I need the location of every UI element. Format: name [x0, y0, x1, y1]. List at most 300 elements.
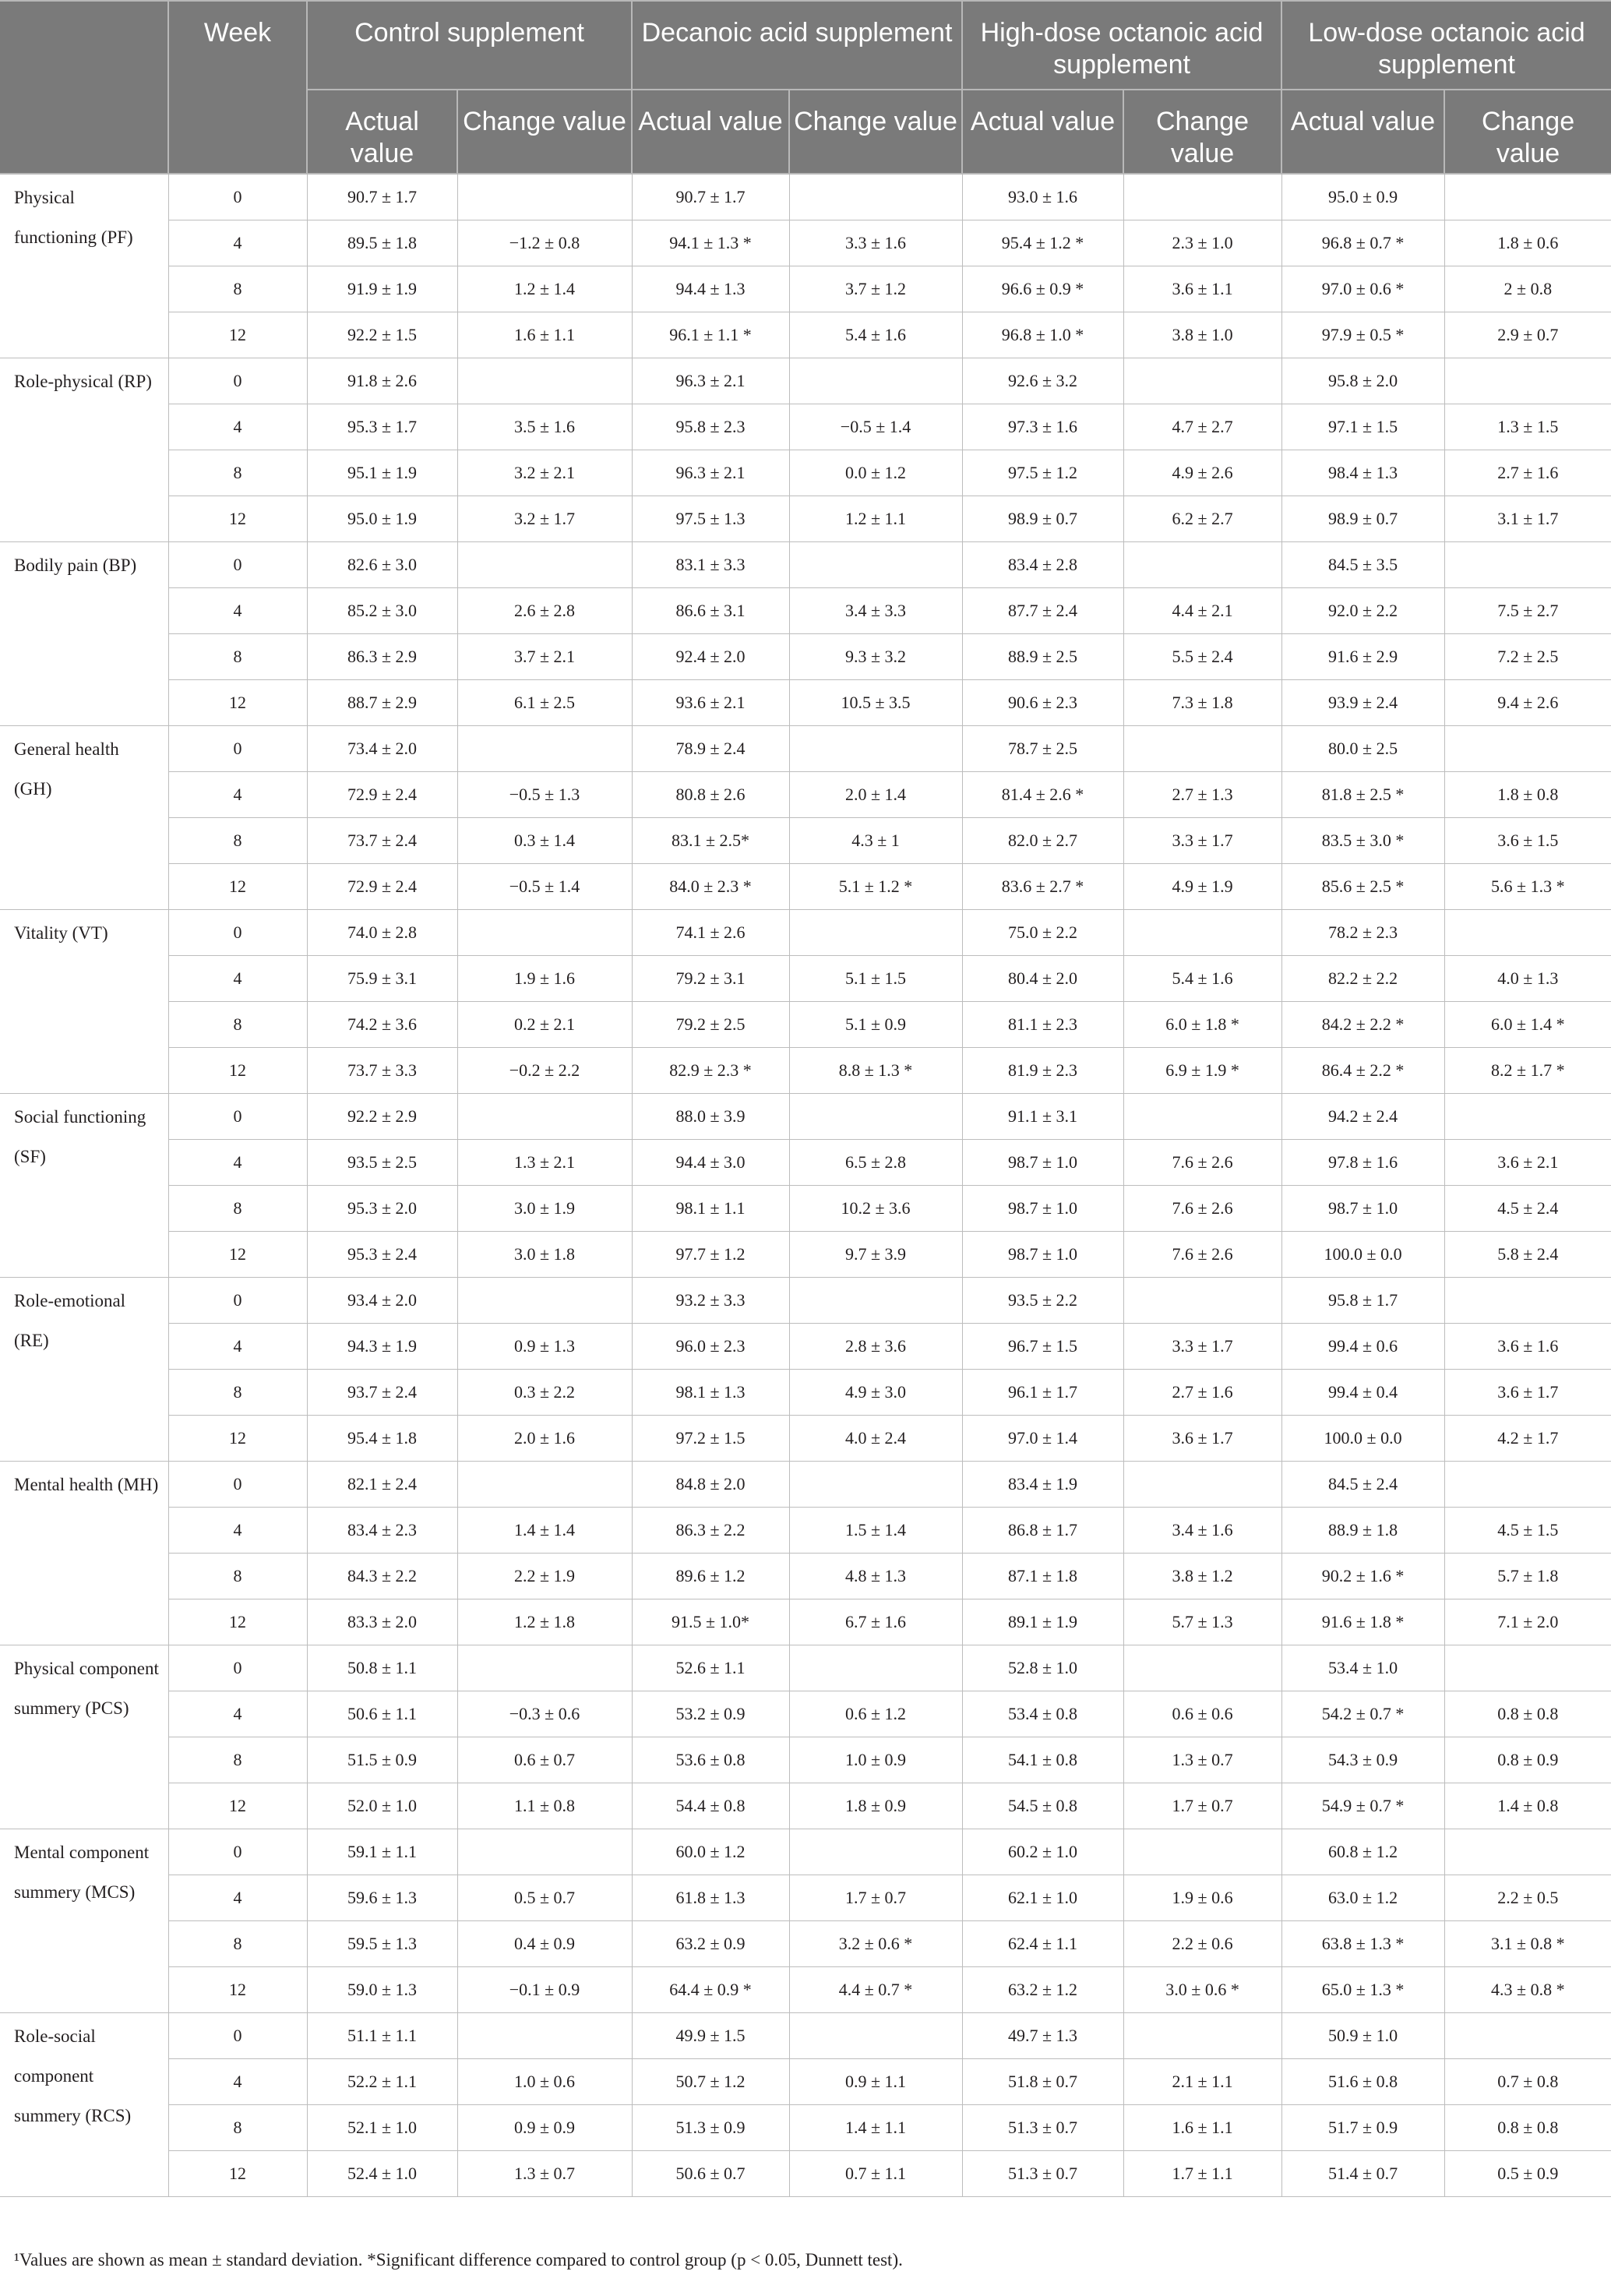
change-value-cell: 4.0 ± 1.3: [1444, 955, 1611, 1001]
table-row: [0, 909, 1611, 955]
change-value-cell: 2.9 ± 0.7: [1444, 312, 1611, 358]
week-cell: 8: [168, 1185, 307, 1231]
actual-value-cell: 60.2 ± 1.0: [962, 1829, 1123, 1875]
change-value-cell: [457, 541, 632, 587]
header-change-value: Change value: [457, 90, 632, 174]
change-value-cell: 3.6 ± 1.6: [1444, 1323, 1611, 1369]
actual-value-cell: 84.0 ± 2.3 *: [632, 863, 789, 909]
change-value-cell: 1.2 ± 1.4: [457, 266, 632, 312]
actual-value-cell: 91.1 ± 3.1: [962, 1093, 1123, 1139]
table-row: [0, 1323, 1611, 1369]
week-cell: 8: [168, 1369, 307, 1415]
actual-value-cell: 97.3 ± 1.6: [962, 404, 1123, 450]
change-value-cell: 3.4 ± 3.3: [789, 587, 962, 633]
change-value-cell: [1444, 2012, 1611, 2058]
change-value-cell: [1444, 1461, 1611, 1507]
table-row: [0, 2012, 1611, 2058]
actual-value-cell: 53.4 ± 1.0: [1281, 1645, 1444, 1691]
header-change-value: Change value: [1444, 90, 1611, 174]
actual-value-cell: 91.6 ± 2.9: [1281, 633, 1444, 679]
change-value-cell: 3.2 ± 0.6 *: [789, 1920, 962, 1966]
actual-value-cell: 51.1 ± 1.1: [307, 2012, 457, 2058]
change-value-cell: 3.0 ± 1.8: [457, 1231, 632, 1277]
actual-value-cell: 62.1 ± 1.0: [962, 1875, 1123, 1920]
change-value-cell: 5.4 ± 1.6: [1123, 955, 1281, 1001]
change-value-cell: 1.3 ± 2.1: [457, 1139, 632, 1185]
change-value-cell: 0.7 ± 0.8: [1444, 2058, 1611, 2104]
week-cell: 0: [168, 174, 307, 220]
actual-value-cell: 90.7 ± 1.7: [632, 174, 789, 220]
actual-value-cell: 62.4 ± 1.1: [962, 1920, 1123, 1966]
change-value-cell: [457, 1829, 632, 1875]
change-value-cell: [457, 1461, 632, 1507]
week-cell: 4: [168, 1507, 307, 1553]
actual-value-cell: 61.8 ± 1.3: [632, 1875, 789, 1920]
table-row: [0, 633, 1611, 679]
change-value-cell: [1444, 1645, 1611, 1691]
week-cell: 4: [168, 404, 307, 450]
week-cell: 12: [168, 1047, 307, 1093]
header-group-high-octanoic: High-dose octanoic acid supplement: [962, 1, 1281, 90]
change-value-cell: 5.6 ± 1.3 *: [1444, 863, 1611, 909]
measure-label: Role-emotional (RE): [0, 1277, 168, 1461]
table-row: [0, 817, 1611, 863]
change-value-cell: 1.9 ± 0.6: [1123, 1875, 1281, 1920]
change-value-cell: [1123, 174, 1281, 220]
change-value-cell: −0.2 ± 2.2: [457, 1047, 632, 1093]
change-value-cell: 2.1 ± 1.1: [1123, 2058, 1281, 2104]
change-value-cell: 1.4 ± 1.4: [457, 1507, 632, 1553]
week-cell: 8: [168, 817, 307, 863]
actual-value-cell: 72.9 ± 2.4: [307, 771, 457, 817]
table-row: [0, 1737, 1611, 1783]
actual-value-cell: 94.2 ± 2.4: [1281, 1093, 1444, 1139]
change-value-cell: 1.0 ± 0.6: [457, 2058, 632, 2104]
actual-value-cell: 88.9 ± 1.8: [1281, 1507, 1444, 1553]
table-row: [0, 1369, 1611, 1415]
actual-value-cell: 81.4 ± 2.6 *: [962, 771, 1123, 817]
change-value-cell: [1123, 725, 1281, 771]
actual-value-cell: 95.3 ± 1.7: [307, 404, 457, 450]
table-row: [0, 1966, 1611, 2012]
change-value-cell: 0.9 ± 1.1: [789, 2058, 962, 2104]
change-value-cell: 5.5 ± 2.4: [1123, 633, 1281, 679]
header-week: Week: [168, 1, 307, 174]
actual-value-cell: 79.2 ± 2.5: [632, 1001, 789, 1047]
actual-value-cell: 95.8 ± 2.3: [632, 404, 789, 450]
change-value-cell: 10.5 ± 3.5: [789, 679, 962, 725]
change-value-cell: [1123, 1829, 1281, 1875]
change-value-cell: 3.3 ± 1.6: [789, 220, 962, 266]
change-value-cell: [1444, 1277, 1611, 1323]
actual-value-cell: 79.2 ± 3.1: [632, 955, 789, 1001]
change-value-cell: 3.6 ± 1.5: [1444, 817, 1611, 863]
actual-value-cell: 93.2 ± 3.3: [632, 1277, 789, 1323]
change-value-cell: [457, 358, 632, 404]
actual-value-cell: 95.1 ± 1.9: [307, 450, 457, 496]
actual-value-cell: 95.4 ± 1.8: [307, 1415, 457, 1461]
week-cell: 0: [168, 2012, 307, 2058]
actual-value-cell: 96.8 ± 0.7 *: [1281, 220, 1444, 266]
measure-label: Mental health (MH): [0, 1461, 168, 1645]
actual-value-cell: 53.6 ± 0.8: [632, 1737, 789, 1783]
actual-value-cell: 96.3 ± 2.1: [632, 358, 789, 404]
actual-value-cell: 100.0 ± 0.0: [1281, 1231, 1444, 1277]
table-row: [0, 1691, 1611, 1737]
change-value-cell: 3.6 ± 1.7: [1123, 1415, 1281, 1461]
change-value-cell: 9.4 ± 2.6: [1444, 679, 1611, 725]
change-value-cell: 7.6 ± 2.6: [1123, 1139, 1281, 1185]
actual-value-cell: 63.2 ± 1.2: [962, 1966, 1123, 2012]
table-row: [0, 1829, 1611, 1875]
actual-value-cell: 75.9 ± 3.1: [307, 955, 457, 1001]
change-value-cell: 6.0 ± 1.4 *: [1444, 1001, 1611, 1047]
actual-value-cell: 54.4 ± 0.8: [632, 1783, 789, 1829]
actual-value-cell: 51.3 ± 0.9: [632, 2104, 789, 2150]
actual-value-cell: 50.6 ± 1.1: [307, 1691, 457, 1737]
change-value-cell: −0.5 ± 1.4: [457, 863, 632, 909]
actual-value-cell: 99.4 ± 0.4: [1281, 1369, 1444, 1415]
change-value-cell: 1.4 ± 0.8: [1444, 1783, 1611, 1829]
change-value-cell: 3.5 ± 1.6: [457, 404, 632, 450]
actual-value-cell: 49.7 ± 1.3: [962, 2012, 1123, 2058]
actual-value-cell: 96.7 ± 1.5: [962, 1323, 1123, 1369]
actual-value-cell: 84.8 ± 2.0: [632, 1461, 789, 1507]
actual-value-cell: 97.2 ± 1.5: [632, 1415, 789, 1461]
table-row: [0, 1415, 1611, 1461]
week-cell: 0: [168, 541, 307, 587]
week-cell: 12: [168, 1599, 307, 1645]
actual-value-cell: 98.1 ± 1.1: [632, 1185, 789, 1231]
week-cell: 4: [168, 955, 307, 1001]
actual-value-cell: 88.7 ± 2.9: [307, 679, 457, 725]
actual-value-cell: 96.3 ± 2.1: [632, 450, 789, 496]
actual-value-cell: 90.2 ± 1.6 *: [1281, 1553, 1444, 1599]
change-value-cell: 5.1 ± 1.2 *: [789, 863, 962, 909]
change-value-cell: [789, 358, 962, 404]
change-value-cell: 3.7 ± 2.1: [457, 633, 632, 679]
change-value-cell: 4.9 ± 2.6: [1123, 450, 1281, 496]
week-cell: 0: [168, 358, 307, 404]
change-value-cell: 3.2 ± 2.1: [457, 450, 632, 496]
change-value-cell: 0.6 ± 0.6: [1123, 1691, 1281, 1737]
actual-value-cell: 80.0 ± 2.5: [1281, 725, 1444, 771]
change-value-cell: 3.6 ± 1.1: [1123, 266, 1281, 312]
table-row: [0, 496, 1611, 541]
actual-value-cell: 98.7 ± 1.0: [962, 1185, 1123, 1231]
change-value-cell: [1123, 1093, 1281, 1139]
measure-label: Physical component summery (PCS): [0, 1645, 168, 1829]
actual-value-cell: 90.7 ± 1.7: [307, 174, 457, 220]
actual-value-cell: 98.1 ± 1.3: [632, 1369, 789, 1415]
actual-value-cell: 85.6 ± 2.5 *: [1281, 863, 1444, 909]
actual-value-cell: 81.9 ± 2.3: [962, 1047, 1123, 1093]
change-value-cell: 1.2 ± 1.1: [789, 496, 962, 541]
actual-value-cell: 49.9 ± 1.5: [632, 2012, 789, 2058]
table-row: [0, 771, 1611, 817]
actual-value-cell: 82.1 ± 2.4: [307, 1461, 457, 1507]
actual-value-cell: 97.0 ± 0.6 *: [1281, 266, 1444, 312]
change-value-cell: 5.8 ± 2.4: [1444, 1231, 1611, 1277]
actual-value-cell: 97.8 ± 1.6: [1281, 1139, 1444, 1185]
change-value-cell: 7.2 ± 2.5: [1444, 633, 1611, 679]
table-row: [0, 174, 1611, 220]
change-value-cell: 5.4 ± 1.6: [789, 312, 962, 358]
header-actual-value: Actual value: [962, 90, 1123, 174]
week-cell: 12: [168, 679, 307, 725]
change-value-cell: 1.6 ± 1.1: [1123, 2104, 1281, 2150]
table-row: [0, 2150, 1611, 2196]
change-value-cell: 6.7 ± 1.6: [789, 1599, 962, 1645]
actual-value-cell: 82.2 ± 2.2: [1281, 955, 1444, 1001]
table-header: [0, 1, 1611, 174]
actual-value-cell: 59.0 ± 1.3: [307, 1966, 457, 2012]
change-value-cell: [1444, 725, 1611, 771]
change-value-cell: [1444, 174, 1611, 220]
actual-value-cell: 54.9 ± 0.7 *: [1281, 1783, 1444, 1829]
change-value-cell: 2.6 ± 2.8: [457, 587, 632, 633]
change-value-cell: 4.9 ± 1.9: [1123, 863, 1281, 909]
header-group-low-octanoic: Low-dose octanoic acid supplement: [1281, 1, 1611, 90]
change-value-cell: 5.1 ± 1.5: [789, 955, 962, 1001]
actual-value-cell: 50.6 ± 0.7: [632, 2150, 789, 2196]
table-row: [0, 679, 1611, 725]
change-value-cell: 6.5 ± 2.8: [789, 1139, 962, 1185]
actual-value-cell: 89.1 ± 1.9: [962, 1599, 1123, 1645]
header-actual-value: Actual value: [1281, 90, 1444, 174]
actual-value-cell: 92.6 ± 3.2: [962, 358, 1123, 404]
actual-value-cell: 73.7 ± 3.3: [307, 1047, 457, 1093]
measure-label: Social functioning (SF): [0, 1093, 168, 1277]
change-value-cell: 9.3 ± 3.2: [789, 633, 962, 679]
week-cell: 12: [168, 1231, 307, 1277]
week-cell: 8: [168, 2104, 307, 2150]
actual-value-cell: 91.8 ± 2.6: [307, 358, 457, 404]
table-footnote: ¹Values are shown as mean ± standard deviation. *Significant difference compared to control group (p < 0.05, Dunnett test).: [14, 2250, 903, 2270]
week-cell: 12: [168, 1966, 307, 2012]
change-value-cell: 1.1 ± 0.8: [457, 1783, 632, 1829]
table-row: [0, 587, 1611, 633]
change-value-cell: 1.2 ± 1.8: [457, 1599, 632, 1645]
table-row: [0, 1093, 1611, 1139]
table-row: [0, 541, 1611, 587]
change-value-cell: [457, 1277, 632, 1323]
actual-value-cell: 98.7 ± 1.0: [1281, 1185, 1444, 1231]
change-value-cell: 1.0 ± 0.9: [789, 1737, 962, 1783]
change-value-cell: 1.8 ± 0.8: [1444, 771, 1611, 817]
actual-value-cell: 54.1 ± 0.8: [962, 1737, 1123, 1783]
change-value-cell: 2.0 ± 1.4: [789, 771, 962, 817]
change-value-cell: 0.2 ± 2.1: [457, 1001, 632, 1047]
actual-value-cell: 59.5 ± 1.3: [307, 1920, 457, 1966]
change-value-cell: 4.3 ± 1: [789, 817, 962, 863]
week-cell: 0: [168, 1093, 307, 1139]
change-value-cell: 0.0 ± 1.2: [789, 450, 962, 496]
actual-value-cell: 86.6 ± 3.1: [632, 587, 789, 633]
change-value-cell: [1444, 358, 1611, 404]
change-value-cell: 0.6 ± 1.2: [789, 1691, 962, 1737]
table-row: [0, 955, 1611, 1001]
change-value-cell: 3.4 ± 1.6: [1123, 1507, 1281, 1553]
actual-value-cell: 84.2 ± 2.2 *: [1281, 1001, 1444, 1047]
actual-value-cell: 83.3 ± 2.0: [307, 1599, 457, 1645]
actual-value-cell: 74.0 ± 2.8: [307, 909, 457, 955]
change-value-cell: 3.3 ± 1.7: [1123, 1323, 1281, 1369]
change-value-cell: [789, 1645, 962, 1691]
change-value-cell: 0.4 ± 0.9: [457, 1920, 632, 1966]
header-change-value: Change value: [1123, 90, 1281, 174]
actual-value-cell: 98.4 ± 1.3: [1281, 450, 1444, 496]
week-cell: 8: [168, 1553, 307, 1599]
change-value-cell: 5.7 ± 1.8: [1444, 1553, 1611, 1599]
actual-value-cell: 95.3 ± 2.0: [307, 1185, 457, 1231]
actual-value-cell: 86.3 ± 2.9: [307, 633, 457, 679]
table-row: [0, 1001, 1611, 1047]
change-value-cell: 3.2 ± 1.7: [457, 496, 632, 541]
change-value-cell: 2.7 ± 1.6: [1123, 1369, 1281, 1415]
actual-value-cell: 88.9 ± 2.5: [962, 633, 1123, 679]
table-row: [0, 1277, 1611, 1323]
change-value-cell: 7.6 ± 2.6: [1123, 1231, 1281, 1277]
actual-value-cell: 100.0 ± 0.0: [1281, 1415, 1444, 1461]
change-value-cell: 3.0 ± 0.6 *: [1123, 1966, 1281, 2012]
actual-value-cell: 52.6 ± 1.1: [632, 1645, 789, 1691]
actual-value-cell: 51.3 ± 0.7: [962, 2104, 1123, 2150]
table-row: [0, 266, 1611, 312]
week-cell: 12: [168, 312, 307, 358]
change-value-cell: 10.2 ± 3.6: [789, 1185, 962, 1231]
week-cell: 8: [168, 633, 307, 679]
actual-value-cell: 93.9 ± 2.4: [1281, 679, 1444, 725]
actual-value-cell: 89.5 ± 1.8: [307, 220, 457, 266]
table-row: [0, 2058, 1611, 2104]
change-value-cell: 0.9 ± 0.9: [457, 2104, 632, 2150]
change-value-cell: [457, 174, 632, 220]
actual-value-cell: 53.4 ± 0.8: [962, 1691, 1123, 1737]
change-value-cell: 8.8 ± 1.3 *: [789, 1047, 962, 1093]
actual-value-cell: 88.0 ± 3.9: [632, 1093, 789, 1139]
actual-value-cell: 97.1 ± 1.5: [1281, 404, 1444, 450]
change-value-cell: 4.4 ± 0.7 *: [789, 1966, 962, 2012]
change-value-cell: 3.0 ± 1.9: [457, 1185, 632, 1231]
measure-label: Role-social component summery (RCS): [0, 2012, 168, 2196]
change-value-cell: [1123, 1277, 1281, 1323]
actual-value-cell: 83.5 ± 3.0 *: [1281, 817, 1444, 863]
change-value-cell: 6.0 ± 1.8 *: [1123, 1001, 1281, 1047]
actual-value-cell: 86.3 ± 2.2: [632, 1507, 789, 1553]
change-value-cell: [1444, 1829, 1611, 1875]
actual-value-cell: 74.1 ± 2.6: [632, 909, 789, 955]
actual-value-cell: 95.3 ± 2.4: [307, 1231, 457, 1277]
measure-label: General health (GH): [0, 725, 168, 909]
actual-value-cell: 87.7 ± 2.4: [962, 587, 1123, 633]
actual-value-cell: 94.3 ± 1.9: [307, 1323, 457, 1369]
actual-value-cell: 92.2 ± 2.9: [307, 1093, 457, 1139]
change-value-cell: 1.3 ± 0.7: [457, 2150, 632, 2196]
table-row: [0, 725, 1611, 771]
change-value-cell: −0.5 ± 1.4: [789, 404, 962, 450]
change-value-cell: [1123, 541, 1281, 587]
actual-value-cell: 52.4 ± 1.0: [307, 2150, 457, 2196]
change-value-cell: 0.3 ± 2.2: [457, 1369, 632, 1415]
change-value-cell: 2.7 ± 1.3: [1123, 771, 1281, 817]
table-row: [0, 220, 1611, 266]
measure-label: Mental component summery (MCS): [0, 1829, 168, 2012]
week-cell: 4: [168, 771, 307, 817]
actual-value-cell: 90.6 ± 2.3: [962, 679, 1123, 725]
table-body: [0, 174, 1611, 2196]
change-value-cell: −0.1 ± 0.9: [457, 1966, 632, 2012]
actual-value-cell: 83.4 ± 1.9: [962, 1461, 1123, 1507]
actual-value-cell: 97.9 ± 0.5 *: [1281, 312, 1444, 358]
actual-value-cell: 80.4 ± 2.0: [962, 955, 1123, 1001]
change-value-cell: 9.7 ± 3.9: [789, 1231, 962, 1277]
actual-value-cell: 84.3 ± 2.2: [307, 1553, 457, 1599]
change-value-cell: 2.2 ± 1.9: [457, 1553, 632, 1599]
table-row: [0, 450, 1611, 496]
change-value-cell: [1123, 1645, 1281, 1691]
change-value-cell: 8.2 ± 1.7 *: [1444, 1047, 1611, 1093]
table-row: [0, 863, 1611, 909]
actual-value-cell: 92.0 ± 2.2: [1281, 587, 1444, 633]
change-value-cell: 3.6 ± 2.1: [1444, 1139, 1611, 1185]
change-value-cell: 0.5 ± 0.7: [457, 1875, 632, 1920]
change-value-cell: −1.2 ± 0.8: [457, 220, 632, 266]
change-value-cell: 0.7 ± 1.1: [789, 2150, 962, 2196]
change-value-cell: [457, 909, 632, 955]
change-value-cell: 3.3 ± 1.7: [1123, 817, 1281, 863]
actual-value-cell: 50.7 ± 1.2: [632, 2058, 789, 2104]
change-value-cell: [789, 1829, 962, 1875]
actual-value-cell: 93.5 ± 2.5: [307, 1139, 457, 1185]
change-value-cell: 1.9 ± 1.6: [457, 955, 632, 1001]
actual-value-cell: 84.5 ± 2.4: [1281, 1461, 1444, 1507]
change-value-cell: 2.2 ± 0.5: [1444, 1875, 1611, 1920]
change-value-cell: 0.6 ± 0.7: [457, 1737, 632, 1783]
change-value-cell: [789, 1277, 962, 1323]
change-value-cell: 1.8 ± 0.9: [789, 1783, 962, 1829]
actual-value-cell: 83.4 ± 2.8: [962, 541, 1123, 587]
actual-value-cell: 63.0 ± 1.2: [1281, 1875, 1444, 1920]
change-value-cell: 4.0 ± 2.4: [789, 1415, 962, 1461]
change-value-cell: 1.7 ± 0.7: [789, 1875, 962, 1920]
change-value-cell: [1444, 1093, 1611, 1139]
actual-value-cell: 54.2 ± 0.7 *: [1281, 1691, 1444, 1737]
actual-value-cell: 96.1 ± 1.7: [962, 1369, 1123, 1415]
week-cell: 4: [168, 1139, 307, 1185]
week-cell: 12: [168, 1783, 307, 1829]
change-value-cell: 4.5 ± 2.4: [1444, 1185, 1611, 1231]
actual-value-cell: 50.8 ± 1.1: [307, 1645, 457, 1691]
week-cell: 0: [168, 1461, 307, 1507]
change-value-cell: 2.2 ± 0.6: [1123, 1920, 1281, 1966]
week-cell: 0: [168, 1829, 307, 1875]
actual-value-cell: 73.7 ± 2.4: [307, 817, 457, 863]
change-value-cell: 0.9 ± 1.3: [457, 1323, 632, 1369]
actual-value-cell: 51.8 ± 0.7: [962, 2058, 1123, 2104]
actual-value-cell: 91.9 ± 1.9: [307, 266, 457, 312]
table-row: [0, 1599, 1611, 1645]
table-row: [0, 358, 1611, 404]
change-value-cell: 1.3 ± 0.7: [1123, 1737, 1281, 1783]
table-row: [0, 1231, 1611, 1277]
actual-value-cell: 93.4 ± 2.0: [307, 1277, 457, 1323]
change-value-cell: 1.7 ± 0.7: [1123, 1783, 1281, 1829]
week-cell: 8: [168, 1001, 307, 1047]
actual-value-cell: 96.6 ± 0.9 *: [962, 266, 1123, 312]
actual-value-cell: 60.0 ± 1.2: [632, 1829, 789, 1875]
actual-value-cell: 92.4 ± 2.0: [632, 633, 789, 679]
